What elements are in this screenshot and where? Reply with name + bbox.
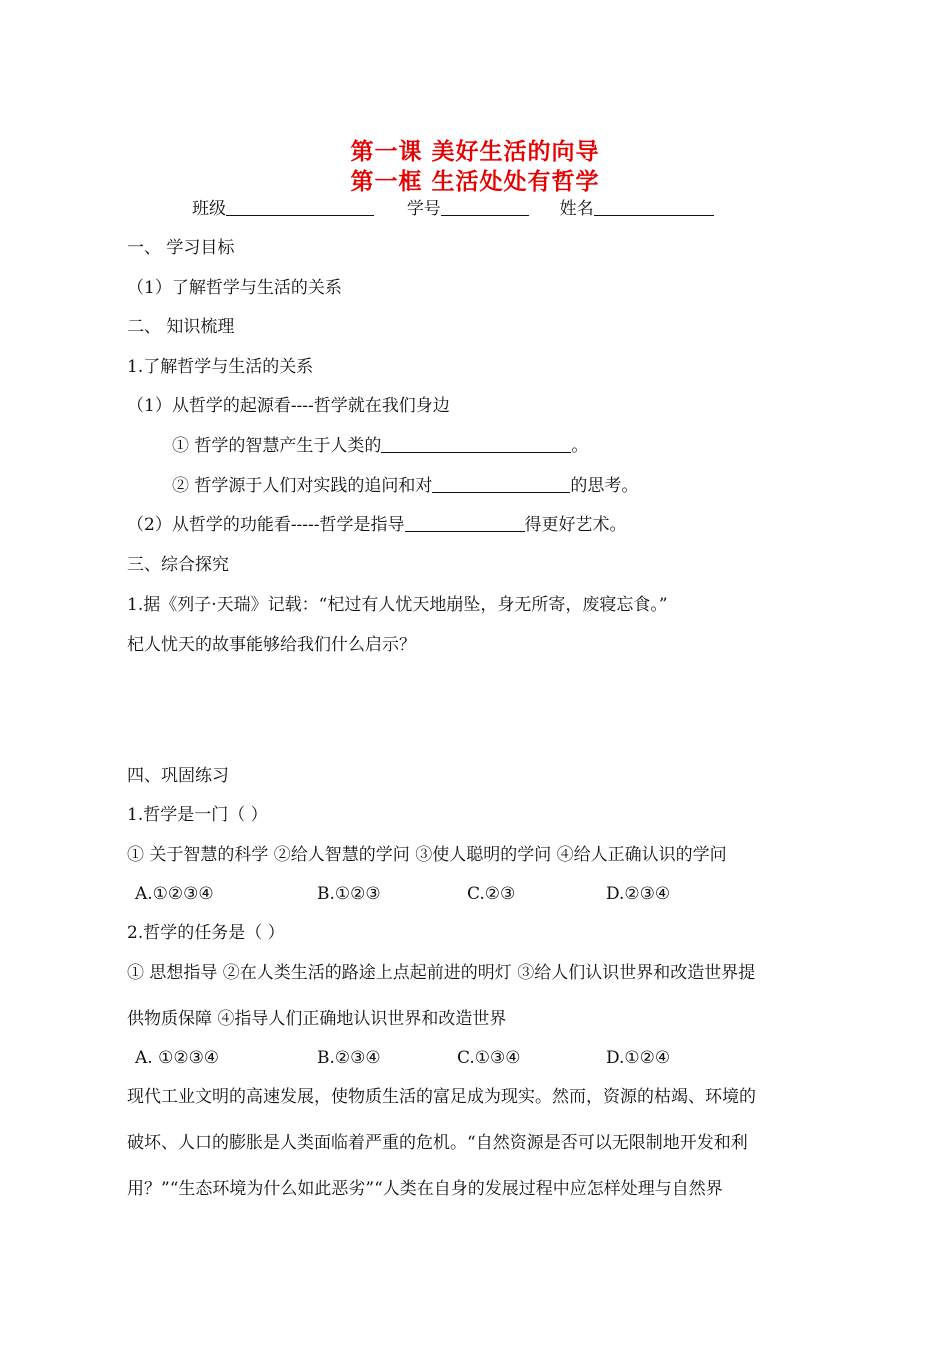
fill-blank-3-end: 得更好艺术。 <box>524 515 627 535</box>
fill-blank-line-2 <box>172 475 638 497</box>
section1-heading: 一、 学习目标 <box>127 238 235 258</box>
knowledge-point: 1.了解哲学与生活的关系 <box>127 357 314 377</box>
section4-heading: 四、巩固练习 <box>127 766 229 786</box>
section3-heading: 三、综合探究 <box>127 555 229 575</box>
exercise2-choices-line1: ① 思想指导 ②在人类生活的路途上点起前进的明灯 ③给人们认识世界和改造世界提 <box>127 963 756 983</box>
exercise2-option-a[interactable]: A. ①②③④ <box>135 1048 220 1068</box>
class-blank[interactable] <box>226 198 374 216</box>
student-info-row <box>192 198 714 220</box>
fill-blank-line-1 <box>172 435 588 457</box>
name-label: 姓名 <box>559 199 594 219</box>
name-blank[interactable] <box>594 198 714 216</box>
student-id-blank[interactable] <box>441 198 529 216</box>
exercise2-option-b[interactable]: B.②③④ <box>317 1048 381 1068</box>
fill-blank-3[interactable] <box>405 514 525 532</box>
exercise2-stem: 2.哲学的任务是（ ） <box>127 923 285 943</box>
exercise1-options <box>0 883 950 905</box>
exercise1-option-d[interactable]: D.②③④ <box>606 884 671 904</box>
fill-blank-3-text: （2）从哲学的功能看-----哲学是指导 <box>127 515 405 535</box>
fill-blank-line-3 <box>127 514 627 536</box>
fill-blank-1-end: 。 <box>571 436 589 456</box>
section-title: 第一框 生活处处有哲学 <box>350 168 600 195</box>
exercise1-option-c[interactable]: C.②③ <box>467 884 516 904</box>
inquiry-question-line1: 1.据《列子·天瑞》记载：“杞过有人忧天地崩坠，身无所寄，废寝忘食。” <box>127 595 668 615</box>
passage-line2: 破坏、人口的膨胀是人类面临着严重的危机。“自然资源是否可以无限制地开发和利 <box>127 1133 748 1153</box>
passage-line3: 用？”“生态环境为什么如此恶劣”“人类在自身的发展过程中应怎样处理与自然界 <box>127 1179 723 1199</box>
exercise2-option-d[interactable]: D.①②④ <box>606 1048 671 1068</box>
fill-blank-1-text: ① 哲学的智慧产生于人类的 <box>172 436 382 456</box>
inquiry-question-line2: 杞人忧天的故事能够给我们什么启示？ <box>127 635 416 655</box>
lesson-title: 第一课 美好生活的向导 <box>350 138 600 165</box>
student-id-label: 学号 <box>406 199 441 219</box>
class-label: 班级 <box>192 199 226 219</box>
exercise2-options <box>0 1047 950 1069</box>
exercise1-stem: 1.哲学是一门（ ） <box>127 805 268 825</box>
exercise1-choices: ① 关于智慧的科学 ②给人智慧的学问 ③使人聪明的学问 ④给人正确认识的学问 <box>127 845 727 865</box>
fill-blank-2[interactable] <box>432 475 570 493</box>
exercise2-option-c[interactable]: C.①③④ <box>457 1048 521 1068</box>
fill-blank-2-text: ② 哲学源于人们对实践的追问和对 <box>172 476 433 496</box>
exercise2-choices-line2: 供物质保障 ④指导人们正确地认识世界和改造世界 <box>127 1009 507 1029</box>
objective-item: （1）了解哲学与生活的关系 <box>127 278 342 298</box>
fill-blank-2-end: 的思考。 <box>570 476 639 496</box>
knowledge-sub1: （1）从哲学的起源看----哲学就在我们身边 <box>127 396 450 416</box>
section2-heading: 二、 知识梳理 <box>127 317 235 337</box>
fill-blank-1[interactable] <box>381 435 571 453</box>
exercise1-option-a[interactable]: A.①②③④ <box>135 884 214 904</box>
exercise1-option-b[interactable]: B.①②③ <box>317 884 381 904</box>
passage-line1: 现代工业文明的高速发展，使物质生活的富足成为现实。然而，资源的枯竭、环境的 <box>127 1087 756 1107</box>
